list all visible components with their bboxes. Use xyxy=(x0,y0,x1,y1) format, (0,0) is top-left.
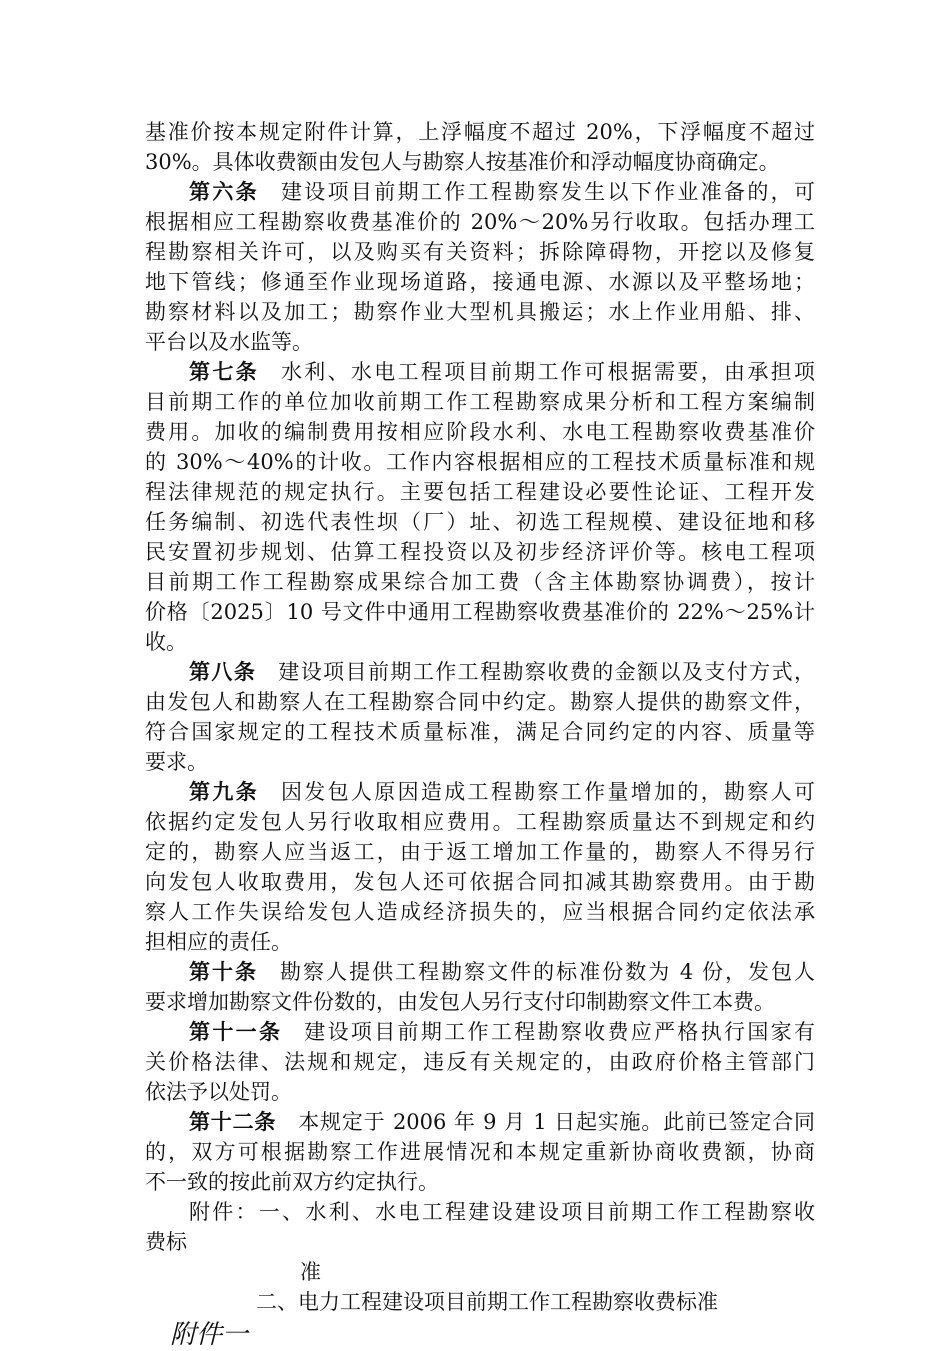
art11-line-3: 依法予以处罚。 xyxy=(145,1080,292,1104)
art7-line-5: 程法律规范的规定执行。主要包括工程建设必要性论证、工程开发 xyxy=(145,480,815,504)
art12-heading: 第十二条 xyxy=(189,1110,277,1134)
art9-line-4: 向发包人收取费用，发包人还可依据合同扣减其勘察费用。由于勘 xyxy=(145,870,815,894)
art12-line-2: 的，双方可根据勘察工作进展情况和本规定重新协商收费额，协商 xyxy=(145,1140,815,1164)
art11-line-2: 关价格法律、法规和规定，违反有关规定的，由政府价格主管部门 xyxy=(145,1050,815,1074)
art7-line-8: 目前期工作工程勘察成果综合加工费（含主体勘察协调费），按计 xyxy=(145,570,815,594)
attachments-line-4: 二、电力工程建设项目前期工作工程勘察收费标准 xyxy=(256,1290,718,1314)
art12-line-3: 不一致的按此前双方约定执行。 xyxy=(145,1170,439,1194)
art9-line-1: 因发包人原因造成工程勘察工作量增加的，勘察人可 xyxy=(280,780,816,804)
art8-heading: 第八条 xyxy=(189,660,257,684)
art9-heading: 第九条 xyxy=(189,780,259,804)
art10-line-1: 勘察人提供工程勘察文件的标准份数为 4 份，发包人 xyxy=(280,960,816,984)
art6-line-1: 建设项目前期工作工程勘察发生以下作业准备的，可 xyxy=(280,180,816,204)
art6-line-3: 程勘察相关许可，以及购买有关资料；拆除障碍物，开挖以及修复 xyxy=(145,240,815,264)
art11-line-1: 建设项目前期工作工程勘察收费应严格执行国家有 xyxy=(304,1020,815,1044)
art10-first-line xyxy=(189,957,815,987)
art6-line-6: 平台以及水监等。 xyxy=(145,330,313,354)
art9-line-5: 察人工作失误给发包人造成经济损失的，应当根据合同约定依法承 xyxy=(145,900,815,924)
art5-line-2: 30%。具体收费额由发包人与勘察人按基准价和浮动幅度协商确定。 xyxy=(145,150,780,174)
art6-line-5: 勘察材料以及加工；勘察作业大型机具搬运；水上作业用船、排、 xyxy=(145,300,815,324)
art11-first-line xyxy=(189,1017,815,1047)
art11-heading: 第十一条 xyxy=(189,1020,283,1044)
attachments-line-3: 准 xyxy=(300,1260,321,1284)
attachments-line-2: 费标 xyxy=(145,1230,187,1254)
art10-line-2: 要求增加勘察文件份数的，由发包人另行支付印制勘察文件工本费。 xyxy=(145,990,775,1014)
art12-first-line xyxy=(189,1107,815,1137)
art9-first-line xyxy=(189,777,815,807)
art8-line-4: 要求。 xyxy=(145,750,208,774)
art7-first-line xyxy=(189,357,815,387)
attachment-label: 附件一 xyxy=(170,1320,249,1350)
art7-heading: 第七条 xyxy=(189,360,259,384)
attachments-line-1: 附件：一、水利、水电工程建设建设项目前期工作工程勘察收 xyxy=(189,1200,815,1224)
art8-line-3: 符合国家规定的工程技术质量标准，满足合同约定的内容、质量等 xyxy=(145,720,815,744)
art7-line-2: 目前期工作的单位加收前期工作工程勘察成果分析和工程方案编制 xyxy=(145,390,815,414)
art5-line-1: 基准价按本规定附件计算，上浮幅度不超过 20%，下浮幅度不超过 xyxy=(145,120,815,144)
art6-heading: 第六条 xyxy=(189,180,259,204)
art7-line-7: 民安置初步规划、估算工程投资以及初步经济评价等。核电工程项 xyxy=(145,540,815,564)
art8-line-2: 由发包人和勘察人在工程勘察合同中约定。勘察人提供的勘察文件， xyxy=(145,690,815,714)
art6-line-4: 地下管线；修通至作业现场道路，接通电源、水源以及平整场地； xyxy=(145,270,815,294)
art9-line-2: 依据约定发包人另行收取相应费用。工程勘察质量达不到规定和约 xyxy=(145,810,815,834)
art7-line-1: 水利、水电工程项目前期工作可根据需要，由承担项 xyxy=(280,360,816,384)
art9-line-3: 定的，勘察人应当返工，由于返工增加工作量的，勘察人不得另行 xyxy=(145,840,815,864)
art7-line-9: 价格〔2025〕10 号文件中通用工程勘察收费基准价的 22%～25%计 xyxy=(145,600,815,624)
art8-first-line xyxy=(189,657,815,687)
art7-line-6: 任务编制、初选代表性坝（厂）址、初选工程规模、建设征地和移 xyxy=(145,510,815,534)
art9-line-6: 担相应的责任。 xyxy=(145,930,292,954)
art8-line-1: 建设项目前期工作工程勘察收费的金额以及支付方式， xyxy=(278,660,816,684)
art7-line-3: 费用。加收的编制费用按相应阶段水利、水电工程勘察收费基准价 xyxy=(145,420,815,444)
art6-first-line xyxy=(189,177,815,207)
art6-line-2: 根据相应工程勘察收费基准价的 20%～20%另行收取。包括办理工 xyxy=(145,210,815,234)
art7-line-10: 收。 xyxy=(145,630,187,654)
art12-line-1: 本规定于 2006 年 9 月 1 日起实施。此前已签定合同 xyxy=(298,1110,816,1134)
art10-heading: 第十条 xyxy=(189,960,259,984)
art7-line-4: 的 30%～40%的计收。工作内容根据相应的工程技术质量标准和规 xyxy=(145,450,815,474)
